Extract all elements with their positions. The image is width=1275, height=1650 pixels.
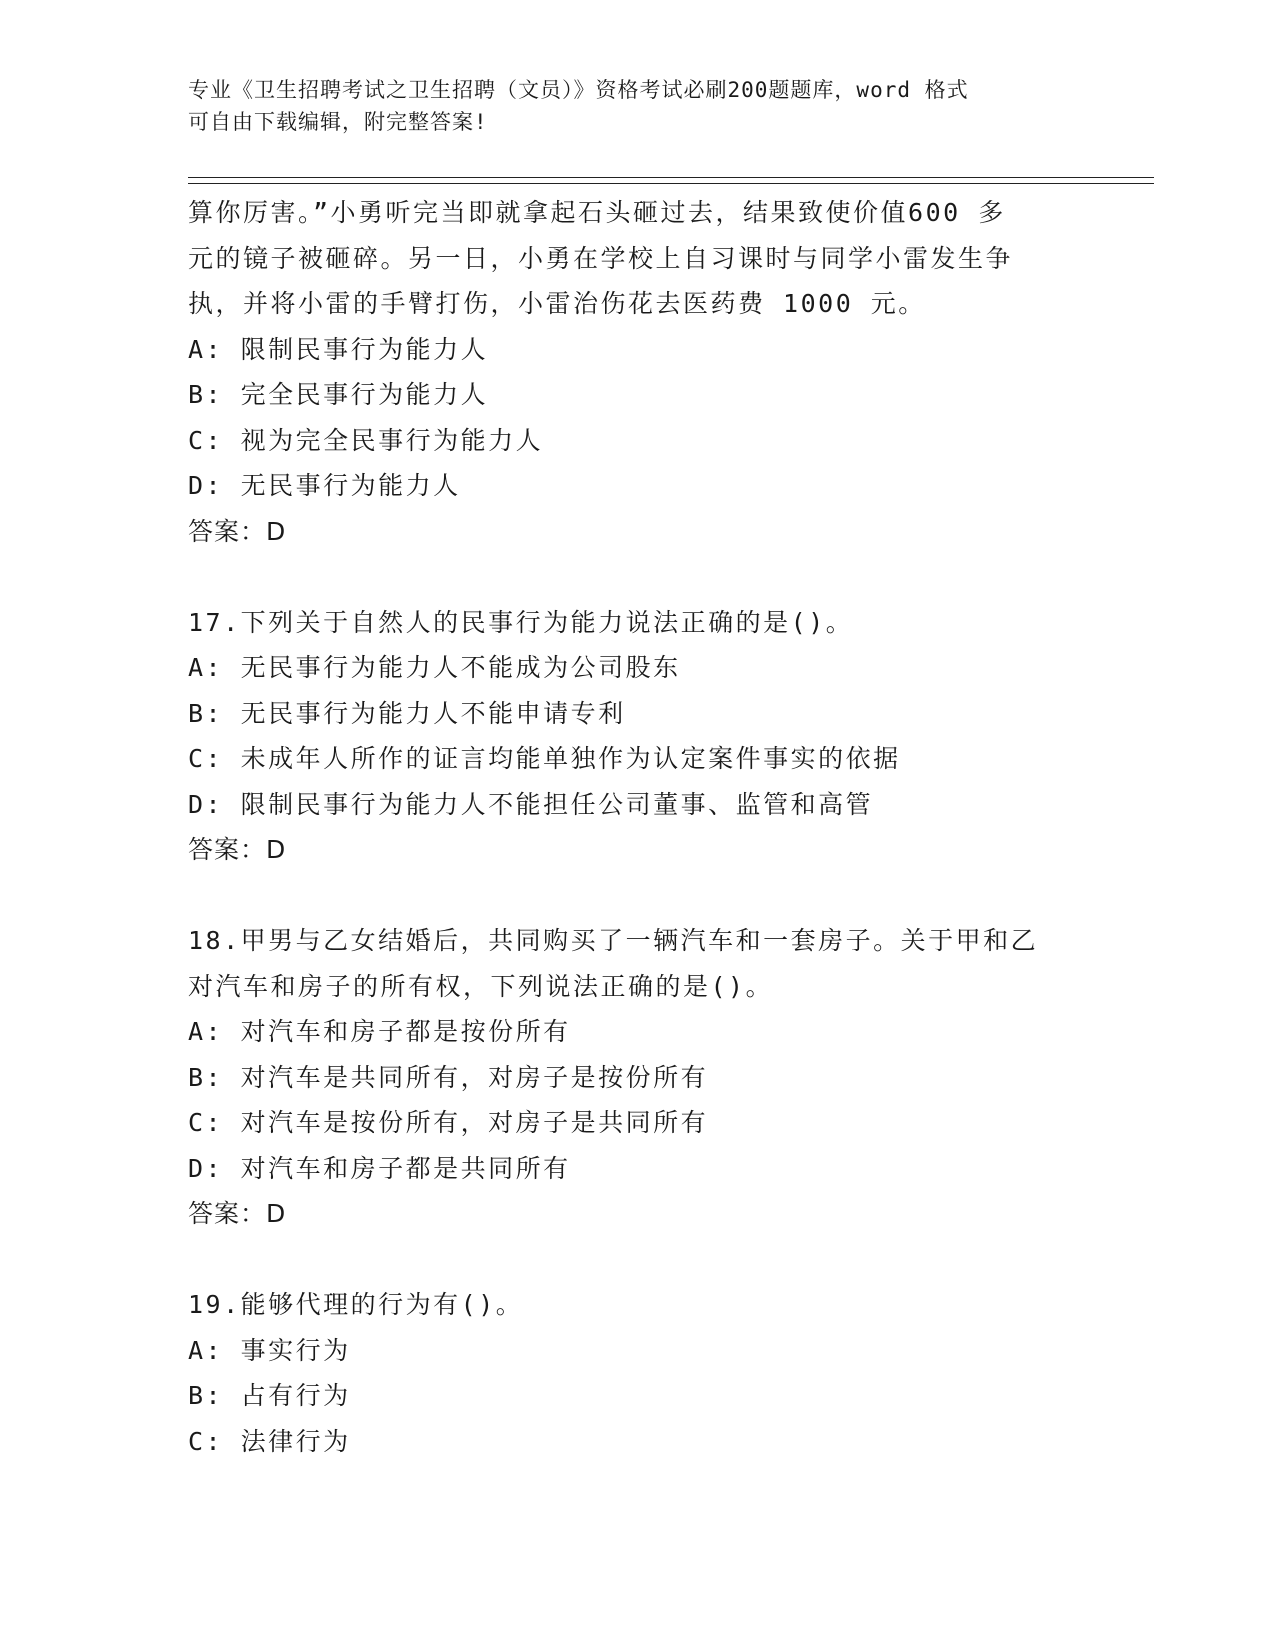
header-line-2: 可自由下载编辑，附完整答案! bbox=[188, 110, 488, 134]
question-17 bbox=[188, 600, 1088, 873]
option-b: B: 完全民事行为能力人 bbox=[188, 380, 489, 409]
question-text-line: 19.能够代理的行为有()。 bbox=[188, 1290, 524, 1319]
question-16-continuation bbox=[188, 190, 1088, 554]
option-a: A: 事实行为 bbox=[188, 1335, 351, 1365]
option-b: B: 无民事行为能力人不能申请专利 bbox=[188, 698, 626, 728]
question-text-line: 18.甲男与乙女结婚后，共同购买了一辆汽车和一套房子。关于甲和乙 bbox=[188, 926, 1039, 955]
header-rule-top bbox=[188, 177, 1154, 178]
header-rule-bottom bbox=[188, 183, 1154, 184]
question-text-line: 元的镜子被砸碎。另一日，小勇在学校上自习课时与同学小雷发生争 bbox=[188, 243, 1014, 273]
question-text-line: 算你厉害。”小勇听完当即就拿起石头砸过去，结果致使价值600 多 bbox=[188, 198, 1006, 227]
question-19 bbox=[188, 1282, 1088, 1464]
option-c: C: 未成年人所作的证言均能单独作为认定案件事实的依据 bbox=[188, 744, 901, 773]
option-a: A: 对汽车和房子都是按份所有 bbox=[188, 1017, 571, 1046]
option-c: C: 法律行为 bbox=[188, 1426, 351, 1456]
question-text-line: 17.下列关于自然人的民事行为能力说法正确的是()。 bbox=[188, 607, 854, 637]
answer: 答案：D bbox=[188, 835, 287, 864]
answer: 答案：D bbox=[188, 1199, 287, 1228]
option-d: D: 对汽车和房子都是共同所有 bbox=[188, 1153, 571, 1183]
option-c: C: 视为完全民事行为能力人 bbox=[188, 425, 544, 455]
answer: 答案：D bbox=[188, 516, 287, 546]
option-a: A: 无民事行为能力人不能成为公司股东 bbox=[188, 653, 681, 682]
option-b: B: 对汽车是共同所有，对房子是按份所有 bbox=[188, 1062, 709, 1092]
question-text-line: 对汽车和房子的所有权，下列说法正确的是()。 bbox=[188, 971, 774, 1001]
header-line-1: 专业《卫生招聘考试之卫生招聘（文员）》资格考试必刷200题题库，word 格式 bbox=[188, 78, 969, 102]
question-18 bbox=[188, 918, 1088, 1237]
option-c: C: 对汽车是按份所有，对房子是共同所有 bbox=[188, 1108, 709, 1137]
option-d: D: 无民事行为能力人 bbox=[188, 471, 461, 500]
option-d: D: 限制民事行为能力人不能担任公司董事、监管和高管 bbox=[188, 789, 874, 819]
option-b: B: 占有行为 bbox=[188, 1381, 351, 1410]
document-header bbox=[188, 74, 1088, 138]
document-body bbox=[188, 190, 1088, 1464]
question-text-line: 执，并将小雷的手臂打伤，小雷治伤花去医药费 1000 元。 bbox=[188, 289, 926, 318]
option-a: A: 限制民事行为能力人 bbox=[188, 334, 489, 364]
